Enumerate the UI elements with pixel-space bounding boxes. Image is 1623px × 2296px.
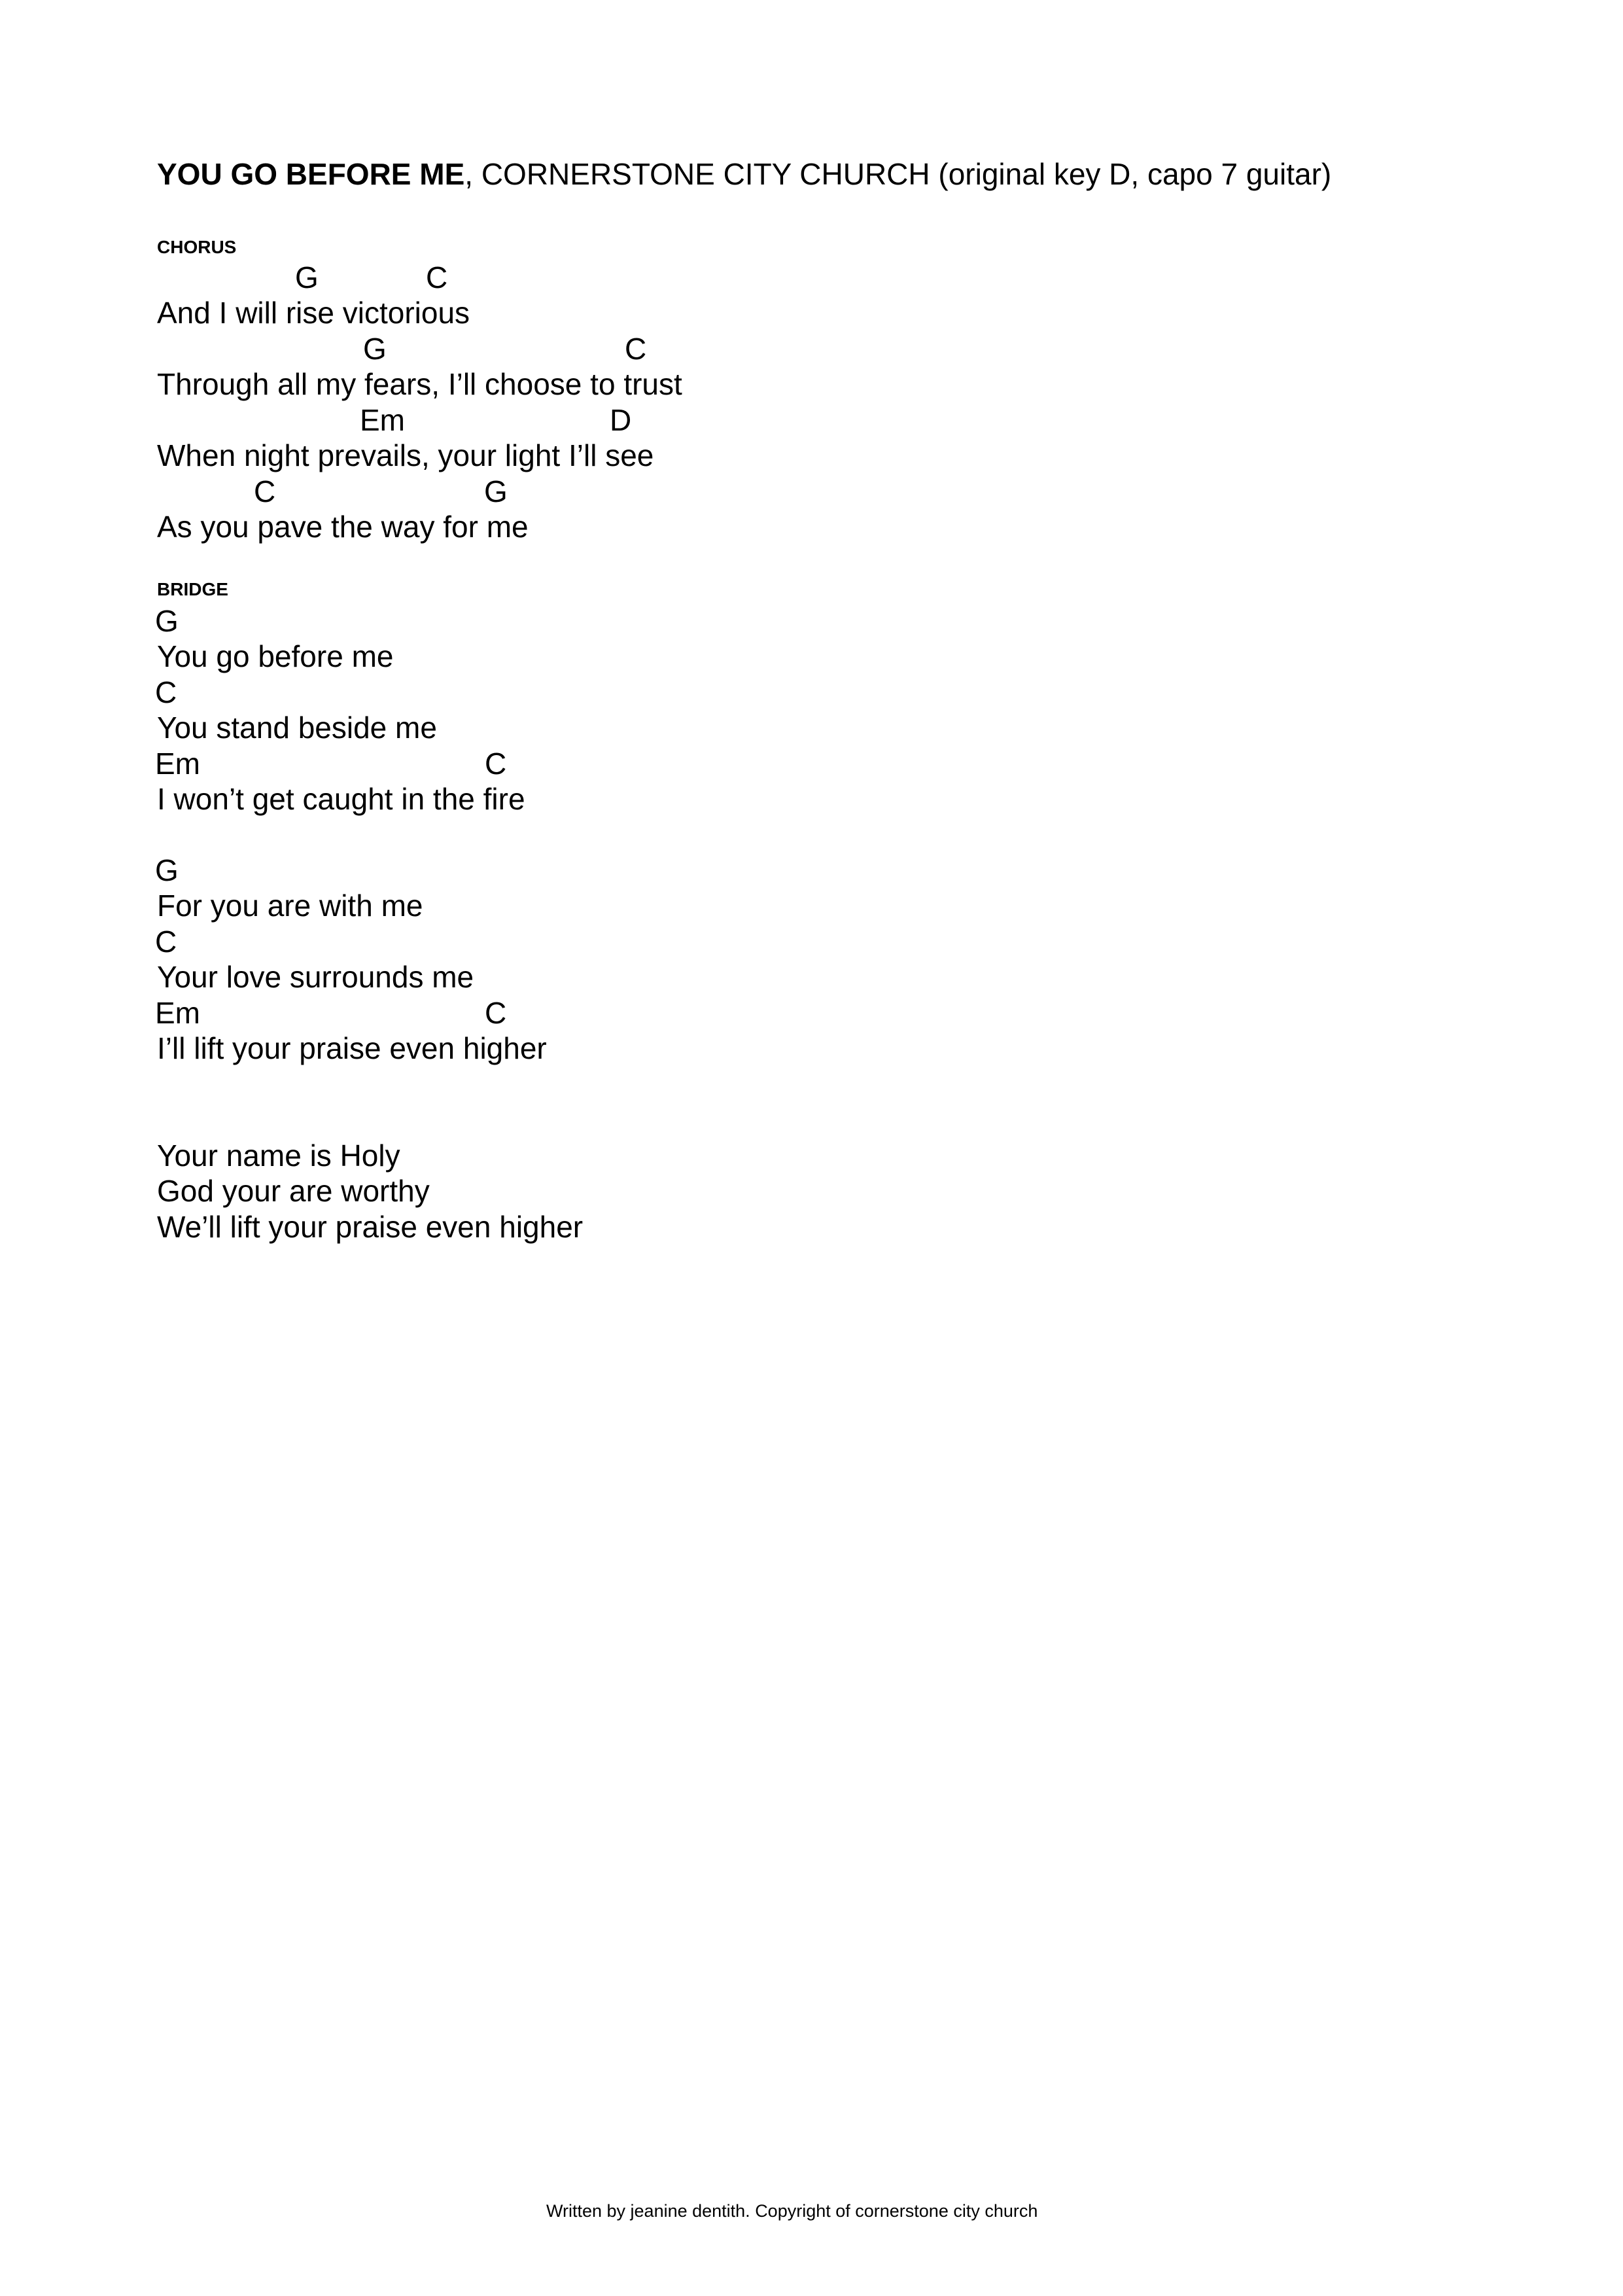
chord: Em: [155, 747, 200, 781]
chord: C: [254, 474, 276, 508]
chord: G: [295, 260, 319, 294]
chord: C: [625, 332, 647, 366]
lyric-line: You stand beside me: [157, 711, 437, 745]
lyric-line: We’ll lift your praise even higher: [157, 1210, 584, 1244]
chord: C: [155, 675, 177, 709]
chord: C: [155, 925, 177, 959]
chord: C: [485, 747, 507, 781]
lyric-line: Your name is Holy: [157, 1139, 400, 1173]
lyric-line: And I will rise victorious: [157, 296, 470, 330]
chord: C: [426, 260, 448, 294]
lyric-line: You go before me: [157, 639, 394, 673]
chord: G: [155, 604, 179, 638]
lyric-line: Through all my fears, I’ll choose to trust: [157, 367, 682, 401]
chord: G: [155, 853, 179, 887]
chord: C: [485, 996, 507, 1030]
lyric-line: When night prevails, your light I’ll see: [157, 438, 654, 472]
song-name: YOU GO BEFORE ME: [157, 157, 465, 191]
chord: Em: [155, 996, 200, 1030]
song-title: [157, 159, 1331, 189]
song-subtitle: , CORNERSTONE CITY CHURCH (original key D, capo 7 guitar): [464, 157, 1332, 191]
section-heading-bridge: BRIDGE: [157, 579, 228, 599]
lyric-line: As you pave the way for me: [157, 510, 529, 544]
chord: G: [484, 474, 508, 508]
chord: D: [610, 403, 632, 437]
lyric-line: Your love surrounds me: [157, 960, 474, 994]
lyric-line: I’ll lift your praise even higher: [157, 1031, 547, 1065]
lyric-line: I won’t get caught in the fire: [157, 782, 525, 816]
lyric-line: For you are with me: [157, 889, 423, 923]
section-heading-chorus: CHORUS: [157, 237, 237, 257]
chord: Em: [360, 403, 405, 437]
chord: G: [363, 332, 387, 366]
copyright-footer: Written by jeanine dentith. Copyright of cornerstone city church: [546, 2201, 1038, 2221]
lyric-line: God your are worthy: [157, 1174, 430, 1208]
